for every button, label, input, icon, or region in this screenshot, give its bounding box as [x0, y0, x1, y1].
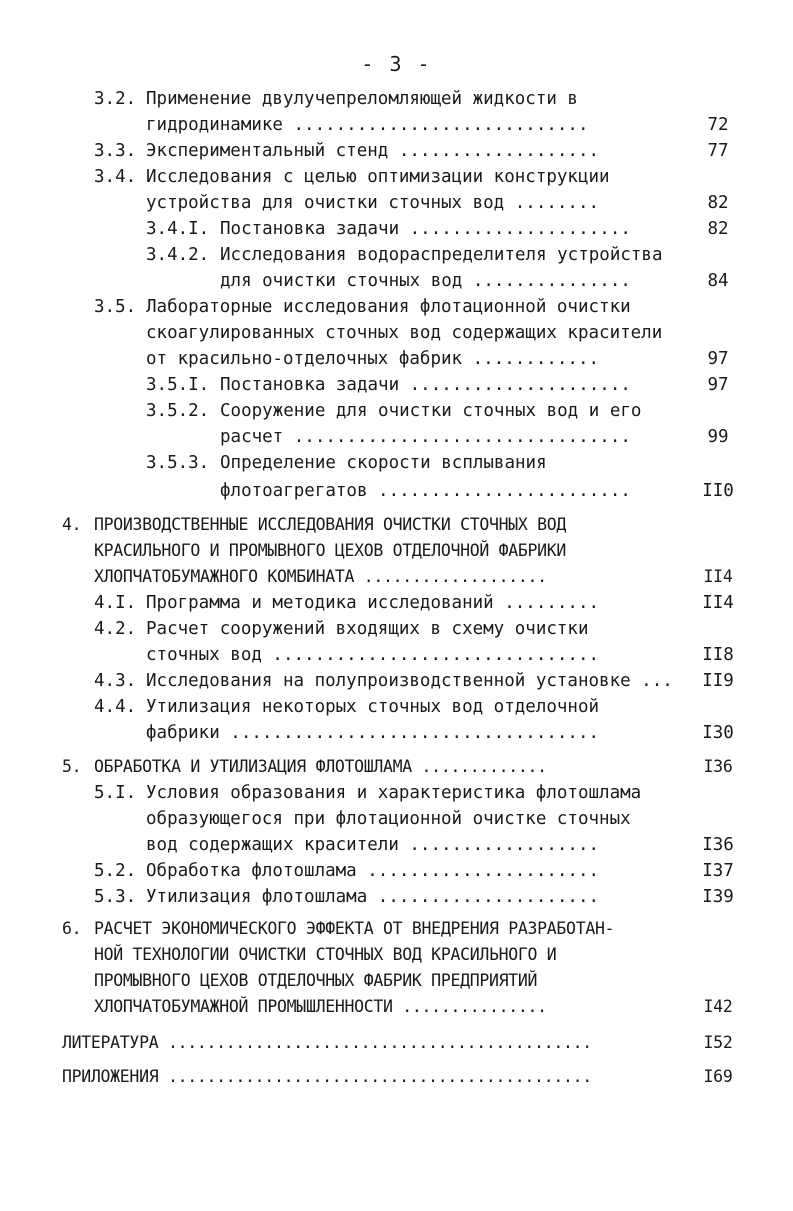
toc-entry-text: НОЙ ТЕХНОЛОГИИ ОЧИСТКИ СТОЧНЫХ ВОД КРАСИЛЬНОГО И [94, 945, 557, 964]
toc-entry-text: Исследования водораспределителя устройства [220, 245, 663, 265]
toc-line [0, 668, 793, 694]
toc-entry-number: 4.4. [94, 697, 137, 717]
toc-line [0, 112, 793, 138]
toc-entry-number: 5.2. [94, 861, 137, 881]
toc-line [0, 968, 793, 994]
toc-entry-text: устройства для очистки сточных вод ........ [146, 193, 600, 213]
toc-entry-text: Определение скорости всплывания [220, 453, 547, 473]
toc-page-number: 99 [707, 427, 729, 447]
toc-line [0, 512, 793, 538]
toc-line [0, 942, 793, 968]
toc-page-number: I42 [703, 997, 733, 1016]
toc-line [0, 346, 793, 372]
toc-entry-number: 3.5.2. [146, 401, 210, 421]
toc-entry-text: РАСЧЕТ ЭКОНОМИЧЕСКОГО ЭФФЕКТА ОТ ВНЕДРЕНИЯ РАЗРАБОТАН- [94, 919, 615, 938]
toc-page-number: 84 [707, 271, 729, 291]
toc-line [0, 1064, 793, 1090]
toc-page-number: 97 [707, 349, 729, 369]
toc-entry-text: Программа и методика исследований ......... [146, 593, 600, 613]
toc-entry-text: ПРОМЫВНОГО ЦЕХОВ ОТДЕЛОЧНЫХ ФАБРИК ПРЕДПРИЯТИЙ [94, 971, 538, 990]
toc-line [0, 590, 793, 616]
toc-line [0, 780, 793, 806]
toc-line [0, 694, 793, 720]
toc-entry-number: 3.5.I. [146, 375, 210, 395]
toc-entry-text: ПРИЛОЖЕНИЯ ............................................ [62, 1067, 592, 1086]
toc-page-number: II0 [702, 481, 734, 501]
toc-line [0, 538, 793, 564]
toc-entry-text: сточных вод ............................... [146, 645, 600, 665]
toc-page-number: 82 [707, 193, 729, 213]
toc-page-number: 72 [707, 115, 729, 135]
toc-line [0, 424, 793, 450]
toc-line [0, 216, 793, 242]
toc-entry-text: Экспериментальный стенд ................... [146, 141, 600, 161]
toc-entry-number: 5.I. [94, 783, 137, 803]
toc-line [0, 86, 793, 112]
toc-entry-text: Обработка флотошлама ...................... [146, 861, 600, 881]
toc-line [0, 398, 793, 424]
toc-entry-text: ХЛОПЧАТОБУМАЖНОЙ ПРОМЫШЛЕННОСТИ ............... [94, 997, 547, 1016]
toc-entry-text: Сооружение для очистки сточных вод и его [220, 401, 642, 421]
toc-page-number: I30 [702, 723, 734, 743]
toc-entry-number: 3.4. [94, 167, 137, 187]
toc-line [0, 138, 793, 164]
toc-entry-number: 4.I. [94, 593, 137, 613]
toc-line [0, 294, 793, 320]
toc-page-number: I37 [702, 861, 734, 881]
toc-line [0, 616, 793, 642]
toc-entry-text: для очистки сточных вод ............... [220, 271, 631, 291]
toc-page-number: 77 [707, 141, 729, 161]
toc-line [0, 720, 793, 746]
toc-entry-text: вод содержащих красители .................. [146, 835, 600, 855]
toc-line [0, 268, 793, 294]
toc-line [0, 1030, 793, 1056]
page-number: - 3 - [361, 52, 432, 76]
toc-page-number: II4 [703, 567, 733, 586]
toc-entry-text: Лабораторные исследования флотационной очистки [146, 297, 631, 317]
toc-entry-text: расчет ................................ [220, 427, 631, 447]
toc-entry-number: 4.3. [94, 671, 137, 691]
toc-entry-text: флотоагрегатов ........................ [220, 481, 631, 501]
toc-page-number: 82 [707, 219, 729, 239]
toc-line [0, 884, 793, 910]
toc-line [0, 164, 793, 190]
toc-entry-number: 3.4.2. [146, 245, 210, 265]
toc-line [0, 320, 793, 346]
toc-entry-number: 3.4.I. [146, 219, 210, 239]
toc-entry-text: ХЛОПЧАТОБУМАЖНОГО КОМБИНАТА ................... [94, 567, 547, 586]
toc-entry-text: Исследования на полупроизводственной установке ... [146, 671, 673, 691]
toc-entry-text: Расчет сооружений входящих в схему очистки [146, 619, 589, 639]
toc-page-number: I52 [703, 1033, 733, 1052]
toc-line [0, 806, 793, 832]
toc-entry-text: ПРОИЗВОДСТВЕННЫЕ ИССЛЕДОВАНИЯ ОЧИСТКИ СТОЧНЫХ ВОД [94, 515, 567, 534]
toc-entry-text: фабрики ................................... [146, 723, 600, 743]
toc-line [0, 372, 793, 398]
toc-line [0, 564, 793, 590]
toc-entry-text: гидродинамике ............................ [146, 115, 589, 135]
toc-page-number: 97 [707, 375, 729, 395]
toc-line [0, 190, 793, 216]
toc-entry-text: Условия образования и характеристика флотошлама [146, 783, 642, 803]
toc-entry-number: 4.2. [94, 619, 137, 639]
toc-line [0, 832, 793, 858]
toc-line [0, 858, 793, 884]
toc-entry-text: Постановка задачи ..................... [220, 219, 631, 239]
toc-line [0, 994, 793, 1020]
toc-line [0, 478, 793, 504]
toc-entry-number: 3.5.3. [146, 453, 210, 473]
toc-line [0, 242, 793, 268]
toc-page-number: I69 [703, 1067, 733, 1086]
toc-page-number: I39 [702, 887, 734, 907]
toc-entry-number: 3.2. [94, 89, 137, 109]
toc-line [0, 916, 793, 942]
toc-page-number: II9 [702, 671, 734, 691]
toc-entry-number: 5. [62, 757, 82, 776]
toc-page-number: II4 [702, 593, 734, 613]
toc-page-number: I36 [702, 835, 734, 855]
toc-entry-number: 5.3. [94, 887, 137, 907]
toc-line [0, 642, 793, 668]
toc-entry-text: ОБРАБОТКА И УТИЛИЗАЦИЯ ФЛОТОШЛАМА ............. [94, 757, 547, 776]
toc-line [0, 754, 793, 780]
toc-entry-text: Применение двулучепреломляющей жидкости в [146, 89, 578, 109]
toc-page-number: I36 [703, 757, 733, 776]
toc-entry-text: Постановка задачи ..................... [220, 375, 631, 395]
toc-line [0, 450, 793, 476]
toc-entry-number: 4. [62, 515, 82, 534]
toc-entry-text: образующегося при флотационной очистке сточных [146, 809, 631, 829]
toc-entry-number: 3.5. [94, 297, 137, 317]
toc-entry-number: 3.3. [94, 141, 137, 161]
toc-entry-text: ЛИТЕРАТУРА ............................................ [62, 1033, 592, 1052]
toc-entry-text: Утилизация флотошлама ..................... [146, 887, 600, 907]
toc-entry-text: скоагулированных сточных вод содержащих красители [146, 323, 663, 343]
toc-entry-text: Утилизация некоторых сточных вод отделочной [146, 697, 600, 717]
toc-page-number: II8 [702, 645, 734, 665]
toc-entry-text: КРАСИЛЬНОГО И ПРОМЫВНОГО ЦЕХОВ ОТДЕЛОЧНОЙ ФАБРИКИ [94, 541, 567, 560]
toc-entry-text: Исследования с целью оптимизации конструкции [146, 167, 610, 187]
toc-entry-text: от красильно-отделочных фабрик ............ [146, 349, 600, 369]
toc-entry-number: 6. [62, 919, 82, 938]
